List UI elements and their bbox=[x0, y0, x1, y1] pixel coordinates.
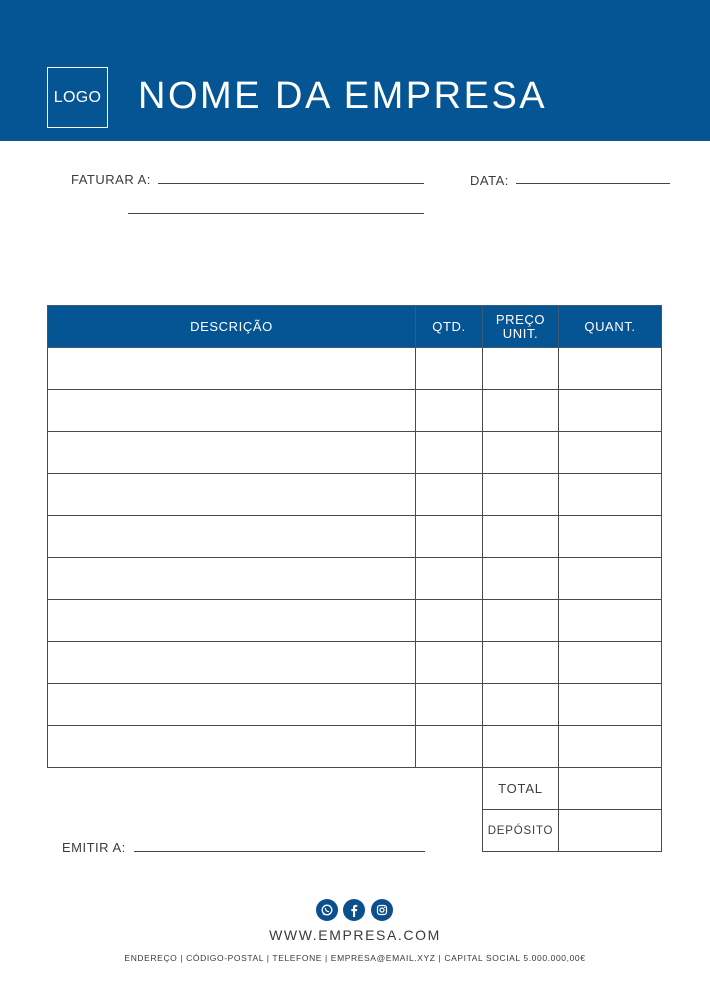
bill-to-label: FATURAR A: bbox=[71, 172, 151, 187]
description-cell[interactable] bbox=[48, 600, 416, 642]
table-row bbox=[48, 432, 662, 474]
description-cell[interactable] bbox=[48, 432, 416, 474]
unit-price-cell[interactable] bbox=[483, 432, 559, 474]
amount-cell[interactable] bbox=[559, 516, 662, 558]
total-row bbox=[483, 768, 662, 810]
table-row bbox=[48, 642, 662, 684]
unit-price-cell[interactable] bbox=[483, 390, 559, 432]
totals-table bbox=[482, 767, 662, 852]
items-table-body bbox=[48, 348, 662, 768]
unit-price-cell[interactable] bbox=[483, 558, 559, 600]
description-cell[interactable] bbox=[48, 348, 416, 390]
unit-price-cell[interactable] bbox=[483, 642, 559, 684]
table-row bbox=[48, 558, 662, 600]
description-cell[interactable] bbox=[48, 558, 416, 600]
amount-cell[interactable] bbox=[559, 726, 662, 768]
amount-cell[interactable] bbox=[559, 600, 662, 642]
date-line[interactable] bbox=[516, 183, 670, 184]
column-header-description: DESCRIÇÃO bbox=[48, 306, 416, 348]
column-header-amount: QUANT. bbox=[559, 306, 662, 348]
table-row bbox=[48, 684, 662, 726]
quantity-cell[interactable] bbox=[416, 432, 483, 474]
footer-contact-info: ENDEREÇO | CÓDIGO-POSTAL | TELEFONE | EMPRESA@EMAIL.XYZ | CAPITAL SOCIAL 5.000.000,00€ bbox=[124, 953, 586, 963]
table-row bbox=[48, 390, 662, 432]
items-header-row bbox=[48, 306, 662, 348]
quantity-cell[interactable] bbox=[416, 600, 483, 642]
deposit-row bbox=[483, 810, 662, 852]
facebook-icon[interactable] bbox=[343, 899, 365, 921]
description-cell[interactable] bbox=[48, 390, 416, 432]
website-link[interactable]: WWW.EMPRESA.COM bbox=[269, 927, 441, 943]
unit-price-cell[interactable] bbox=[483, 516, 559, 558]
quantity-cell[interactable] bbox=[416, 642, 483, 684]
total-label: TOTAL bbox=[483, 768, 559, 810]
table-row bbox=[48, 348, 662, 390]
amount-cell[interactable] bbox=[559, 684, 662, 726]
amount-cell[interactable] bbox=[559, 432, 662, 474]
bill-to-line-1[interactable] bbox=[158, 183, 424, 184]
issue-to-line[interactable] bbox=[134, 851, 425, 852]
header-banner bbox=[0, 0, 710, 141]
description-cell[interactable] bbox=[48, 684, 416, 726]
table-row bbox=[48, 726, 662, 768]
table-row bbox=[48, 600, 662, 642]
unit-price-cell[interactable] bbox=[483, 474, 559, 516]
deposit-value-cell[interactable] bbox=[559, 810, 662, 852]
whatsapp-icon[interactable] bbox=[316, 899, 338, 921]
date-label: DATA: bbox=[470, 173, 509, 188]
items-table bbox=[47, 305, 662, 768]
quantity-cell[interactable] bbox=[416, 390, 483, 432]
amount-cell[interactable] bbox=[559, 348, 662, 390]
quantity-cell[interactable] bbox=[416, 558, 483, 600]
quantity-cell[interactable] bbox=[416, 348, 483, 390]
description-cell[interactable] bbox=[48, 642, 416, 684]
unit-price-cell[interactable] bbox=[483, 348, 559, 390]
bill-to-line-2[interactable] bbox=[128, 213, 424, 214]
description-cell[interactable] bbox=[48, 474, 416, 516]
logo: LOGO bbox=[47, 67, 108, 128]
unit-price-cell[interactable] bbox=[483, 600, 559, 642]
table-row bbox=[48, 474, 662, 516]
issue-to-label: EMITIR A: bbox=[62, 840, 126, 855]
unit-price-cell[interactable] bbox=[483, 726, 559, 768]
quantity-cell[interactable] bbox=[416, 684, 483, 726]
quantity-cell[interactable] bbox=[416, 726, 483, 768]
deposit-label: DEPÓSITO bbox=[483, 810, 559, 852]
amount-cell[interactable] bbox=[559, 474, 662, 516]
unit-price-cell[interactable] bbox=[483, 684, 559, 726]
amount-cell[interactable] bbox=[559, 642, 662, 684]
amount-cell[interactable] bbox=[559, 390, 662, 432]
quantity-cell[interactable] bbox=[416, 474, 483, 516]
description-cell[interactable] bbox=[48, 516, 416, 558]
amount-cell[interactable] bbox=[559, 558, 662, 600]
quantity-cell[interactable] bbox=[416, 516, 483, 558]
instagram-icon[interactable] bbox=[371, 899, 393, 921]
company-name: NOME DA EMPRESA bbox=[138, 75, 548, 117]
column-header-quantity: QTD. bbox=[416, 306, 483, 348]
total-value-cell[interactable] bbox=[559, 768, 662, 810]
description-cell[interactable] bbox=[48, 726, 416, 768]
table-row bbox=[48, 516, 662, 558]
column-header-unit-price: PREÇO UNIT. bbox=[483, 306, 559, 348]
